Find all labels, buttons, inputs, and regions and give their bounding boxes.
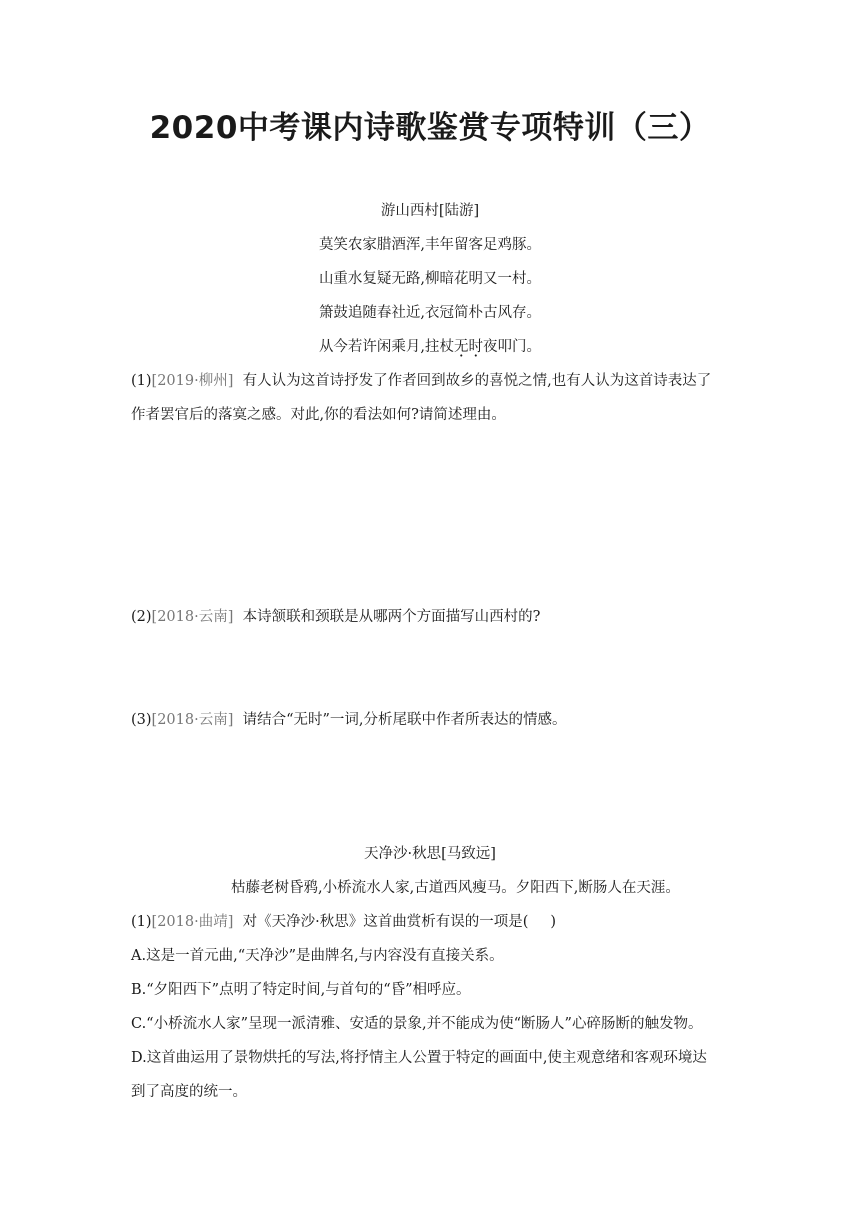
option-a: A.这是一首元曲,“天净沙”是曲牌名,与内容没有直接关系。: [131, 948, 504, 964]
question-number: (2): [131, 609, 152, 625]
question-source: [2018·曲靖]: [151, 914, 234, 930]
poem1-line-3: 箫鼓追随春社近,衣冠简朴古风存。: [318, 305, 542, 321]
document-title: 2020中考课内诗歌鉴赏专项特训（三）: [149, 110, 711, 146]
question-text: 对《天净沙·秋思》这首曲赏析有误的一项是(: [242, 914, 529, 930]
question-text: 请结合“无时”一词,分析尾联中作者所表达的情感。: [242, 712, 567, 728]
option-d: D.这首曲运用了景物烘托的写法,将抒情主人公置于特定的画面中,使主观意绪和客观环境达: [131, 1050, 707, 1066]
question-1: [131, 370, 711, 392]
question-text: 有人认为这首诗抒发了作者回到故乡的喜悦之情,也有人认为这首诗表达了: [242, 373, 712, 389]
question-2: [131, 606, 540, 628]
poem1-line-1: 莫笑农家腊酒浑,丰年留客足鸡豚。: [318, 237, 542, 253]
poem1-line-4: [0, 336, 860, 358]
emphasis-char: 时: [468, 339, 484, 355]
emphasis-char: 无: [454, 339, 469, 355]
poem2-heading: 天净沙·秋思[马致远]: [364, 846, 496, 862]
question-3: [131, 709, 567, 731]
option-d-continued: 到了高度的统一。: [131, 1084, 247, 1100]
option-b: B.“夕阳西下”点明了特定时间,与首句的“昏”相呼应。: [131, 982, 471, 998]
poem2-question-1: [131, 911, 556, 933]
question-source: [2018·云南]: [151, 712, 234, 728]
question-source: [2018·云南]: [151, 609, 234, 625]
question-number: (1): [131, 373, 152, 389]
poem1-line-2: 山重水复疑无路,柳暗花明又一村。: [318, 271, 542, 287]
option-c: C.“小桥流水人家”呈现一派清雅、安适的景象,并不能成为使“断肠人”心碎肠断的触发物。: [131, 1016, 703, 1032]
question-source: [2019·柳州]: [151, 373, 234, 389]
poem1-heading: 游山西村[陆游]: [380, 203, 480, 219]
question-number: (3): [131, 712, 152, 728]
question-text: 本诗颔联和颈联是从哪两个方面描写山西村的?: [242, 609, 541, 625]
question-number: (1): [131, 914, 152, 930]
poem1-line-4-text: 从今若许闲乘月,拄杖无时夜叩门。: [319, 339, 541, 355]
question-close-paren: ): [550, 914, 557, 930]
question-1-continued: 作者罢官后的落寞之感。对此,你的看法如何?请简述理由。: [131, 407, 506, 423]
poem2-text: 枯藤老树昏鸦,小桥流水人家,古道西风瘦马。夕阳西下,断肠人在天涯。: [231, 880, 680, 896]
